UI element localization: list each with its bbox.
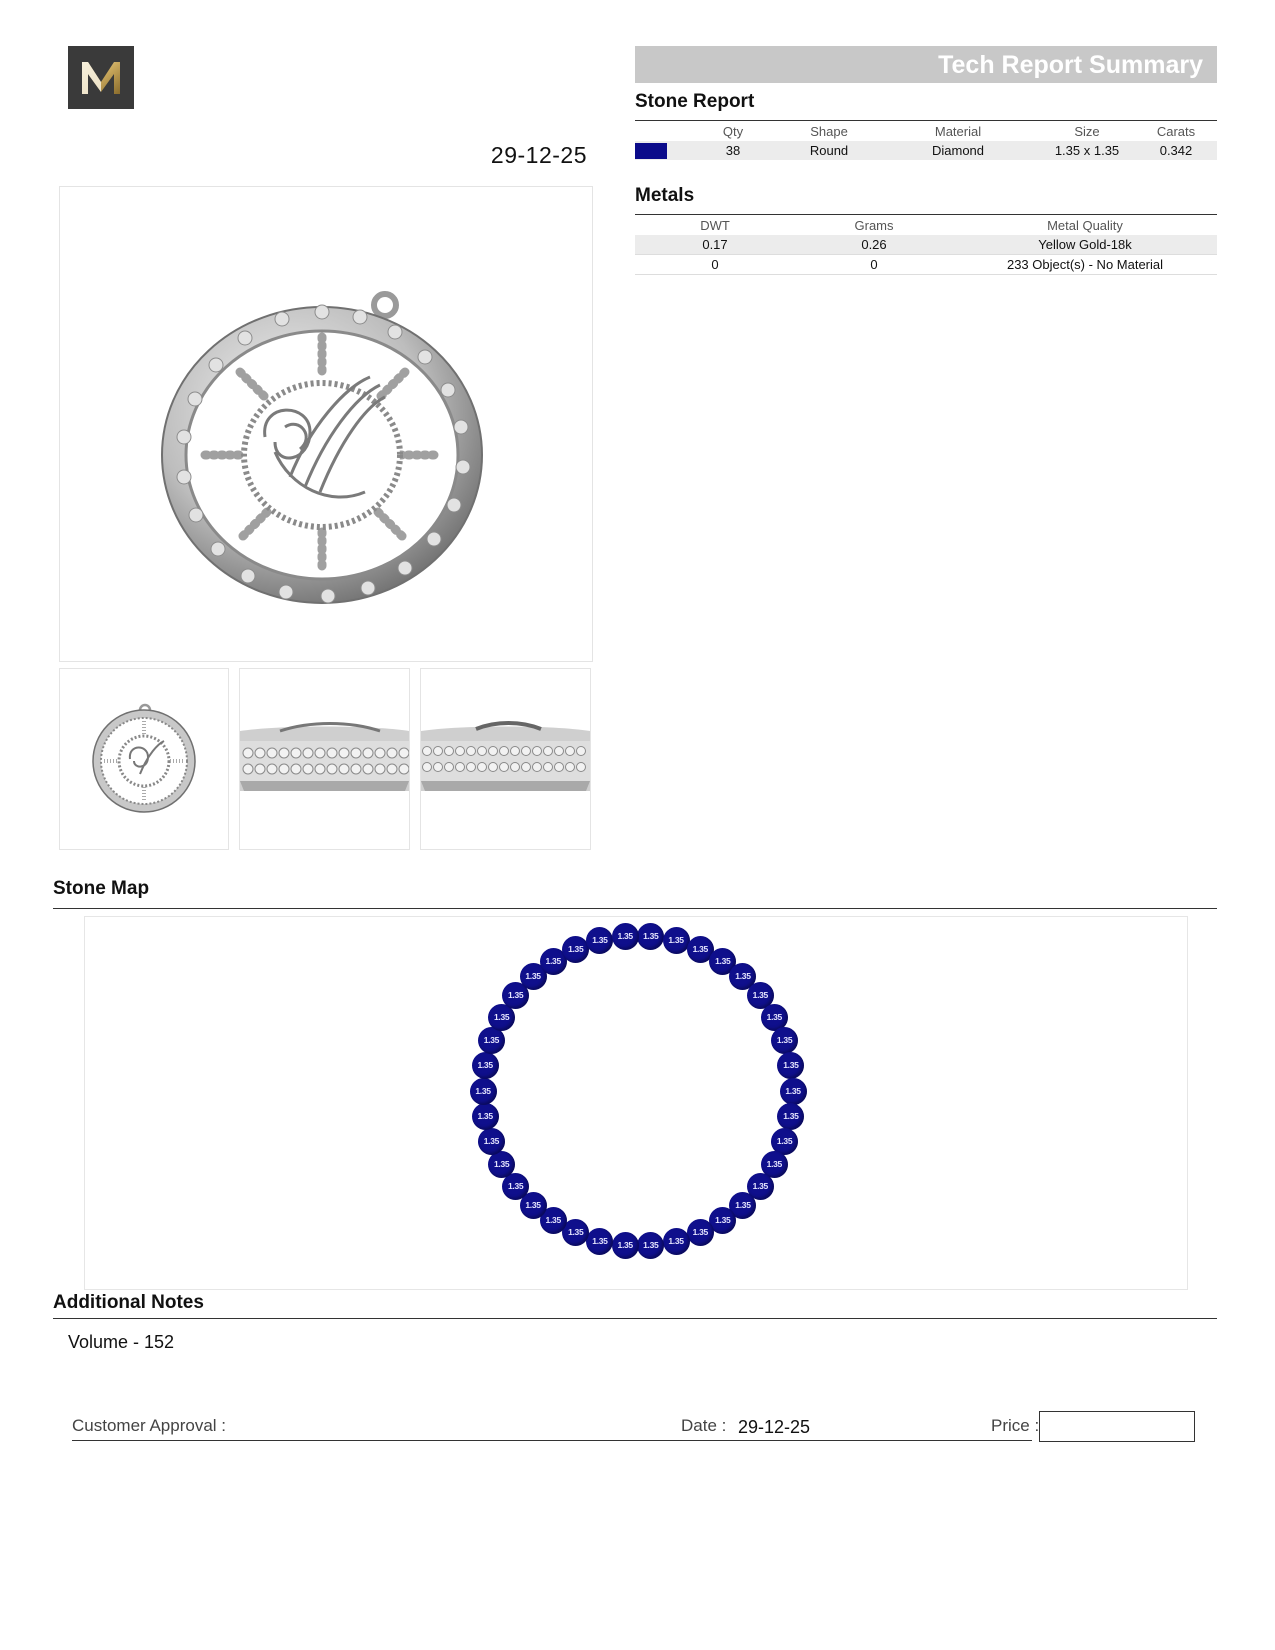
- metals-heading: Metals: [635, 185, 695, 206]
- stone-map-divider: [53, 908, 1217, 909]
- stone-color-cell: [635, 141, 685, 160]
- metal-quality: 233 Object(s) - No Material: [953, 255, 1217, 275]
- stone-marker: 1.35: [612, 923, 639, 950]
- stone-marker: 1.35: [637, 1232, 664, 1259]
- stone-marker: 1.35: [729, 963, 756, 990]
- thumbnail-angle: [420, 668, 591, 850]
- stone-marker: 1.35: [729, 1192, 756, 1219]
- stone-material: Diamond: [877, 141, 1039, 160]
- stone-marker: 1.35: [663, 927, 690, 954]
- stone-marker: 1.35: [780, 1078, 807, 1105]
- stone-marker: 1.35: [562, 1219, 589, 1246]
- stone-report-divider: [635, 120, 1217, 121]
- swatch-header: [635, 122, 685, 141]
- approval-date-label: Date :: [681, 1416, 727, 1435]
- stone-marker: 1.35: [478, 1027, 505, 1054]
- metal-quality: Yellow Gold-18k: [953, 235, 1217, 255]
- main-pendant-image: [59, 186, 593, 662]
- stone-report-heading: Stone Report: [635, 91, 755, 112]
- col-shape: Shape: [810, 124, 848, 139]
- stone-marker: 1.35: [687, 1219, 714, 1246]
- additional-notes-heading: Additional Notes: [53, 1292, 204, 1313]
- stone-marker: 1.35: [502, 982, 529, 1009]
- stone-color-swatch: [635, 143, 667, 159]
- stone-marker: 1.35: [586, 1228, 613, 1255]
- stone-marker: 1.35: [663, 1228, 690, 1255]
- col-material: Material: [934, 124, 982, 139]
- stone-size: 1.35 x 1.35: [1039, 141, 1135, 160]
- stone-marker: 1.35: [562, 936, 589, 963]
- stone-marker: 1.35: [761, 1151, 788, 1178]
- metals-header-row: [635, 216, 1217, 235]
- stone-marker: 1.35: [709, 948, 736, 975]
- metals-divider: [635, 214, 1217, 215]
- stone-marker: 1.35: [709, 1207, 736, 1234]
- metal-dwt: 0.17: [635, 235, 795, 255]
- metal-grams: 0.26: [795, 235, 953, 255]
- col-carats: Carats: [1156, 124, 1196, 139]
- stone-marker: 1.35: [771, 1027, 798, 1054]
- stone-shape: Round: [781, 141, 877, 160]
- table-row: [635, 141, 1217, 160]
- col-dwt: DWT: [700, 218, 730, 233]
- stone-marker: 1.35: [687, 936, 714, 963]
- stone-report-header-row: [635, 122, 1217, 141]
- stone-marker: 1.35: [478, 1128, 505, 1155]
- approval-signature-line: [72, 1440, 1032, 1441]
- col-qty: Qty: [722, 124, 744, 139]
- logo-mark: [68, 46, 134, 109]
- metal-grams: 0: [795, 255, 953, 275]
- report-date: 29-12-25: [490, 142, 587, 168]
- stone-map: [84, 916, 1188, 1290]
- metals-table: [635, 216, 1217, 275]
- stone-marker: 1.35: [472, 1052, 499, 1079]
- stone-carats: 0.342: [1135, 141, 1217, 160]
- notes-text: Volume - 152: [68, 1332, 175, 1352]
- stone-marker: 1.35: [637, 923, 664, 950]
- col-metal-quality: Metal Quality: [1047, 218, 1123, 233]
- stone-map-heading: Stone Map: [53, 878, 150, 899]
- stone-marker: 1.35: [470, 1078, 497, 1105]
- approval-date-value: 29-12-25: [738, 1417, 811, 1437]
- price-field[interactable]: [1039, 1411, 1195, 1442]
- report-title: Tech Report Summary: [938, 51, 1203, 79]
- stone-marker: 1.35: [612, 1232, 639, 1259]
- report-title-bar: [635, 46, 1217, 83]
- stone-marker: 1.35: [761, 1004, 788, 1031]
- customer-approval-label: Customer Approval :: [72, 1416, 227, 1435]
- col-size: Size: [1074, 124, 1100, 139]
- stone-marker: 1.35: [586, 927, 613, 954]
- metal-dwt: 0: [635, 255, 795, 275]
- stone-report-table: [635, 122, 1217, 160]
- stone-marker: 1.35: [488, 1151, 515, 1178]
- thumbnail-side: [239, 668, 410, 850]
- table-row: [635, 255, 1217, 275]
- stone-marker: 1.35: [472, 1103, 499, 1130]
- stone-marker: 1.35: [520, 963, 547, 990]
- thumbnail-front: [59, 668, 229, 850]
- col-grams: Grams: [854, 218, 894, 233]
- stone-marker: 1.35: [502, 1173, 529, 1200]
- stone-marker: 1.35: [488, 1004, 515, 1031]
- table-row: [635, 235, 1217, 255]
- stone-marker: 1.35: [540, 1207, 567, 1234]
- company-logo: [68, 46, 134, 109]
- notes-divider: [53, 1318, 1217, 1319]
- stone-qty: 38: [685, 141, 781, 160]
- stone-marker: 1.35: [747, 982, 774, 1009]
- stone-marker: 1.35: [747, 1173, 774, 1200]
- stone-marker: 1.35: [540, 948, 567, 975]
- stone-marker: 1.35: [771, 1128, 798, 1155]
- stone-marker: 1.35: [777, 1103, 804, 1130]
- stone-marker: 1.35: [777, 1052, 804, 1079]
- stone-marker: 1.35: [520, 1192, 547, 1219]
- price-label: Price :: [991, 1416, 1040, 1435]
